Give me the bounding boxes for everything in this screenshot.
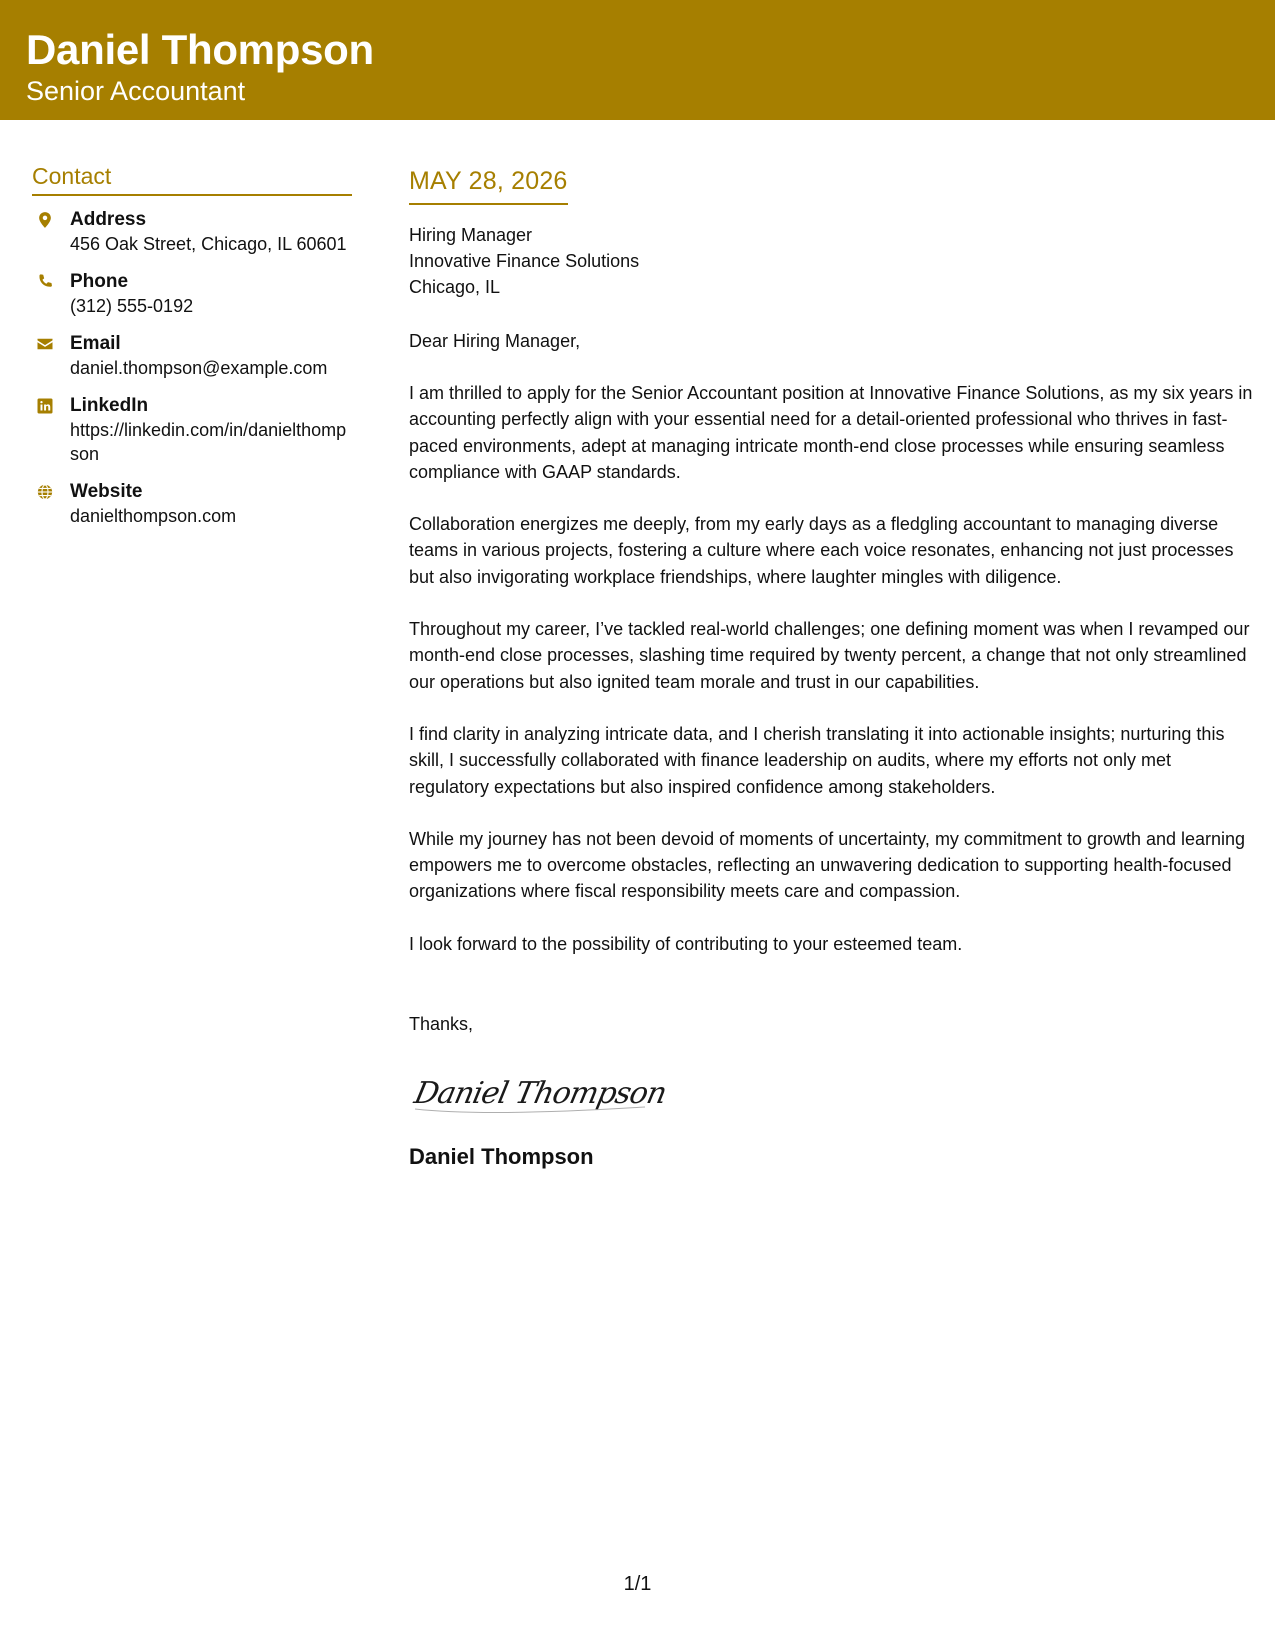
letter-date: MAY 28, 2026	[409, 166, 568, 205]
contact-label: Phone	[70, 271, 129, 292]
contact-item-phone	[32, 270, 352, 318]
contact-label: Email	[70, 333, 121, 354]
linkedin-icon	[32, 394, 70, 466]
map-pin-icon	[32, 208, 70, 256]
contact-list	[32, 208, 352, 528]
contact-heading: Contact	[32, 162, 352, 196]
signer-name: Daniel Thompson	[409, 1144, 594, 1170]
contact-item-email	[32, 332, 352, 380]
sidebar	[32, 162, 352, 542]
address-value: 456 Oak Street, Chicago, IL 60601	[70, 234, 347, 254]
letter-paragraph: I look forward to the possibility of contributing to your esteemed team.	[409, 933, 963, 954]
linkedin-value: https://linkedin.com/in/danielthompson	[70, 420, 347, 464]
contact-label: Address	[70, 209, 147, 230]
email-value: daniel.thompson@example.com	[70, 358, 328, 378]
salutation: Dear Hiring Manager,	[409, 331, 581, 351]
letter-paragraph: While my journey has not been devoid of moments of uncertainty, my commitment to growth and learning empowers me to overcome obstacles, reflecting an unwavering dedication to supporting health-focused organizations where fiscal responsibility meets care and compassion.	[409, 828, 1246, 902]
letter-paragraph: Collaboration energizes me deeply, from my early days as a fledgling accountant to managing diverse teams in various projects, fostering a culture where each voice resonates, enhancing not just processes but also invigorating workplace friendships, where laughter mingles with diligence.	[409, 514, 1234, 587]
applicant-name: Daniel Thompson	[26, 26, 374, 73]
recipient-line: Innovative Finance Solutions	[409, 251, 640, 271]
recipient-line: Hiring Manager	[409, 225, 533, 245]
website-value: danielthompson.com	[70, 506, 237, 526]
globe-icon	[32, 480, 70, 528]
letter-paragraph: Throughout my career, I’ve tackled real-world challenges; one defining moment was when I revamped our month-end close processes, slashing time required by twenty percent, a change that not only streamlined our operations but also ignited team morale and trust in our capabilities.	[409, 619, 1250, 692]
contact-label: LinkedIn	[70, 395, 149, 416]
header-banner	[0, 0, 1275, 120]
recipient-block	[409, 222, 1254, 300]
closing: Thanks,	[409, 1014, 474, 1035]
page-number: 1/1	[623, 1573, 652, 1595]
signature	[409, 1065, 1254, 1121]
contact-item-website	[32, 480, 352, 528]
contact-item-linkedin	[32, 394, 352, 466]
applicant-title: Senior Accountant	[26, 76, 246, 106]
phone-value: (312) 555-0192	[70, 296, 194, 316]
letter-paragraph: I am thrilled to apply for the Senior Accountant position at Innovative Finance Solutions, as my six years in accounting perfectly align with your essential need for a detail-oriented professional who thrives in fast-paced environments, adept at managing intricate month-end close processes while ensuring seamless compliance with GAAP standards.	[409, 383, 1253, 482]
phone-icon	[32, 270, 70, 318]
signature-graphic: Daniel Thompson	[411, 1076, 669, 1111]
contact-item-address	[32, 208, 352, 256]
letter-body	[409, 166, 1254, 1171]
contact-label: Website	[70, 481, 143, 502]
recipient-line: Chicago, IL	[409, 277, 501, 297]
envelope-icon	[32, 332, 70, 380]
letter-paragraph: I find clarity in analyzing intricate data, and I cherish translating it into actionable insights; nurturing this skill, I successfully collaborated with finance leadership on audits, where my efforts not only met regulatory expectations but also inspired confidence among stakeholders.	[409, 723, 1225, 797]
